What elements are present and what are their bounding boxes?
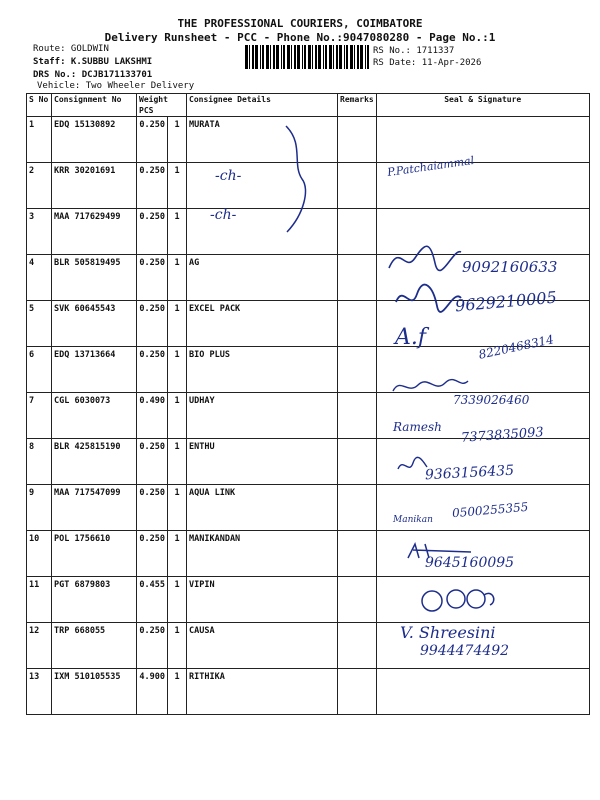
row-remarks <box>338 209 377 255</box>
row-pcs: 1 <box>168 669 187 715</box>
row-pcs: 1 <box>168 117 187 163</box>
col-consignment: Consignment No <box>52 94 137 117</box>
row-consignee: MANIKANDAN <box>187 531 338 577</box>
table-row <box>27 577 590 623</box>
row-remarks <box>338 393 377 439</box>
col-remarks: Remarks <box>338 94 377 117</box>
row-consignment: EDQ 13713664 <box>52 347 137 393</box>
row-weight: 0.250 <box>137 485 168 531</box>
row-pcs: 1 <box>168 393 187 439</box>
row-remarks <box>338 623 377 669</box>
row-pcs: 1 <box>168 347 187 393</box>
row-sno: 2 <box>27 163 52 209</box>
row-remarks <box>338 163 377 209</box>
row-signature <box>376 669 589 715</box>
row-remarks <box>338 439 377 485</box>
row13-phone: 9944474492 <box>420 643 510 659</box>
drs-number: DRS No.: DCJB171133701 <box>33 70 153 80</box>
row-weight: 4.900 <box>137 669 168 715</box>
row-sno: 11 <box>27 577 52 623</box>
row-weight: 0.250 <box>137 117 168 163</box>
row9-signature-scribble <box>395 455 429 477</box>
row-weight: 0.250 <box>137 301 168 347</box>
barcode <box>245 45 370 69</box>
row-sno: 3 <box>27 209 52 255</box>
row-sno: 4 <box>27 255 52 301</box>
row9-phone: 9363156435 <box>424 462 515 484</box>
company-title: THE PROFESSIONAL COURIERS, COIMBATORE <box>177 17 423 30</box>
row-weight: 0.250 <box>137 163 168 209</box>
row8-signature: Ramesh <box>393 420 442 434</box>
row-consignment: KRR 30201691 <box>52 163 137 209</box>
row-remarks <box>338 301 377 347</box>
runsheet-subtitle: Delivery Runsheet - PCC - Phone No.:9047080280 - Page No.:1 <box>104 31 496 44</box>
table-header-row <box>27 94 590 117</box>
row-consignment: IXM 510105535 <box>52 669 137 715</box>
row2-signature: P.Patchaiammal <box>386 153 475 180</box>
row4-signature-scribble <box>385 238 465 278</box>
row-remarks <box>338 485 377 531</box>
row-sno: 12 <box>27 623 52 669</box>
row2-handwritten-mark: -ch- <box>215 168 242 184</box>
row7-phone: 7339026460 <box>453 393 530 407</box>
row-sno: 7 <box>27 393 52 439</box>
row-consignee: AG <box>187 255 338 301</box>
row-consignee: EXCEL PACK <box>187 301 338 347</box>
row-consignee: MURATA <box>187 117 338 163</box>
row-sno: 1 <box>27 117 52 163</box>
row-consignee: RITHIKA <box>187 669 338 715</box>
col-sno: S No <box>27 94 52 117</box>
row-weight: 0.490 <box>137 393 168 439</box>
row-consignee: VIPIN <box>187 577 338 623</box>
row-pcs: 1 <box>168 209 187 255</box>
row-weight: 0.250 <box>137 347 168 393</box>
row11-phone: 9645160095 <box>425 555 515 571</box>
brace-mark <box>282 124 312 234</box>
col-consignee: Consignee Details <box>187 94 338 117</box>
row-weight: 0.250 <box>137 255 168 301</box>
row-pcs: 1 <box>168 301 187 347</box>
row-consignee: AQUA LINK <box>187 485 338 531</box>
row-sno: 6 <box>27 347 52 393</box>
row3-handwritten-mark: -ch- <box>210 207 237 223</box>
row6-phone: 8220468314 <box>477 332 555 362</box>
row-weight: 0.250 <box>137 439 168 485</box>
row-consignee <box>187 163 338 209</box>
row-remarks <box>338 347 377 393</box>
row-pcs: 1 <box>168 531 187 577</box>
row-consignment: BLR 505819495 <box>52 255 137 301</box>
row-consignment: MAA 717629499 <box>52 209 137 255</box>
row-sno: 13 <box>27 669 52 715</box>
row-weight: 0.250 <box>137 209 168 255</box>
row-pcs: 1 <box>168 255 187 301</box>
row-pcs: 1 <box>168 163 187 209</box>
row-consignment: EDQ 15130892 <box>52 117 137 163</box>
row-weight: 0.250 <box>137 531 168 577</box>
row-consignment: SVK 60645543 <box>52 301 137 347</box>
row-pcs: 1 <box>168 439 187 485</box>
row-remarks <box>338 531 377 577</box>
row-consignment: POL 1756610 <box>52 531 137 577</box>
row10-signature: Manikan <box>393 515 433 525</box>
row-pcs: 1 <box>168 485 187 531</box>
row13-signature: V. Shreesini <box>400 623 496 642</box>
vehicle-label: Vehicle: Two Wheeler Delivery <box>37 81 195 91</box>
row-remarks <box>338 255 377 301</box>
row-consignee: BIO PLUS <box>187 347 338 393</box>
row-sno: 10 <box>27 531 52 577</box>
col-weight-pcs: Weight PCS <box>137 94 187 117</box>
rs-number: RS No.: 1711337 <box>373 46 455 56</box>
row-sno: 8 <box>27 439 52 485</box>
row-remarks <box>338 669 377 715</box>
staff-label: Staff: K.SUBBU LAKSHMI <box>33 57 153 67</box>
row10-phone: 0500255355 <box>451 499 529 521</box>
row6-initials: A.f <box>395 325 427 350</box>
route-label: Route: GOLDWIN <box>33 44 109 54</box>
row12-seal-scribble <box>418 585 500 615</box>
row-weight: 0.455 <box>137 577 168 623</box>
row-consignment: TRP 668055 <box>52 623 137 669</box>
row-sno: 5 <box>27 301 52 347</box>
row-consignee: CAUSA <box>187 623 338 669</box>
row-pcs: 1 <box>168 577 187 623</box>
row-consignment: BLR 425815190 <box>52 439 137 485</box>
rs-date: RS Date: 11-Apr-2026 <box>373 58 482 68</box>
row5-phone: 9629210005 <box>454 287 558 316</box>
row-remarks <box>338 117 377 163</box>
row-sno: 9 <box>27 485 52 531</box>
row-pcs: 1 <box>168 623 187 669</box>
row-weight: 0.250 <box>137 623 168 669</box>
row-consignment: MAA 717547099 <box>52 485 137 531</box>
row-consignment: PGT 6879803 <box>52 577 137 623</box>
row-consignment: CGL 6030073 <box>52 393 137 439</box>
row-consignee: UDHAY <box>187 393 338 439</box>
row8-phone: 7373835093 <box>460 425 545 446</box>
table-row <box>27 669 590 715</box>
row5-signature-scribble <box>393 282 463 320</box>
row-remarks <box>338 577 377 623</box>
row-signature <box>376 117 589 163</box>
row-consignee: ENTHU <box>187 439 338 485</box>
row4-phone: 9092160633 <box>462 258 558 276</box>
col-signature: Seal & Signature <box>376 94 589 117</box>
